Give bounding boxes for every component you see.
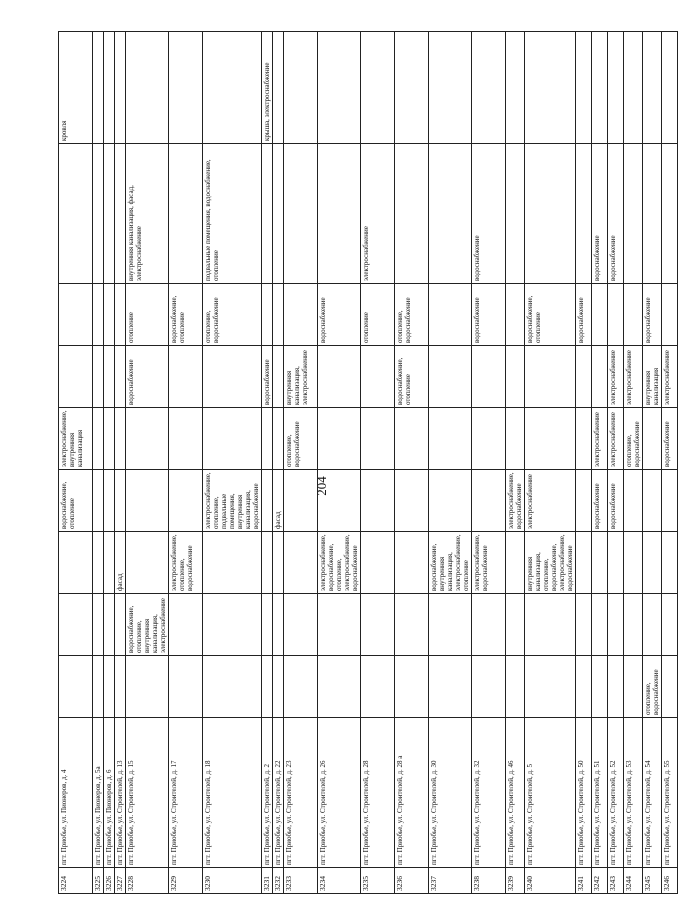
work-cell: электроснабжение (592, 408, 608, 470)
work-cell (624, 656, 643, 718)
work-cell (104, 594, 115, 656)
row-number-cell: 3230 (203, 868, 262, 894)
work-cell (576, 144, 592, 284)
work-cell (662, 32, 678, 144)
work-cell (592, 346, 608, 408)
work-cell: водоснабжение (608, 470, 624, 532)
work-cell (126, 532, 169, 594)
work-cell (284, 656, 318, 718)
address-cell: пгт. Приобье, ул. Строителей, д. 2 (262, 718, 273, 868)
work-cell: крыша, электроснабжение (262, 32, 273, 144)
work-cell (643, 594, 662, 656)
work-cell (203, 346, 262, 408)
work-cell (93, 656, 104, 718)
work-cell (429, 470, 472, 532)
work-cell (318, 408, 361, 470)
work-cell (284, 32, 318, 144)
table-row (592, 32, 608, 894)
work-cell: водоснабжение, отопление (59, 470, 93, 532)
row-number-cell: 3237 (429, 868, 472, 894)
work-cell (318, 144, 361, 284)
work-cell (169, 32, 203, 144)
work-cell (576, 470, 592, 532)
work-cell (662, 284, 678, 346)
work-cell (115, 408, 126, 470)
work-cell (506, 656, 525, 718)
work-cell (395, 656, 429, 718)
address-cell: пгт. Приобье, ул. Строителей, д. 32 (472, 718, 506, 868)
row-number-cell: 3246 (662, 868, 678, 894)
work-cell (262, 144, 273, 284)
work-cell: отопление, водоснабжение (624, 408, 643, 470)
work-cell (472, 346, 506, 408)
work-cell (643, 144, 662, 284)
table-row (126, 32, 169, 894)
work-cell (104, 532, 115, 594)
work-cell (104, 656, 115, 718)
address-cell: пгт. Приобье, ул. Строителей, д. 5 (525, 718, 576, 868)
row-number-cell: 3239 (506, 868, 525, 894)
work-cell (59, 346, 93, 408)
work-cell: электроснабжение (525, 470, 576, 532)
work-cell (429, 284, 472, 346)
page-number: 204 (313, 476, 329, 496)
work-cell (662, 656, 678, 718)
work-cell (262, 656, 273, 718)
work-cell (608, 656, 624, 718)
work-cell: водоснабжение (608, 144, 624, 284)
work-cell (624, 284, 643, 346)
work-cell (395, 470, 429, 532)
work-cell (506, 408, 525, 470)
work-cell: водоснабжение, отопление, внутренняя канализация, электроснабжение (126, 594, 169, 656)
work-cell (115, 32, 126, 144)
table-row (59, 32, 93, 894)
work-cell: электроснабжение (624, 346, 643, 408)
table-row (318, 32, 361, 894)
work-cell (262, 408, 273, 470)
address-cell: пгт. Приобье, ул. Строителей, д. 15 (126, 718, 169, 868)
work-cell (592, 32, 608, 144)
work-cell (59, 284, 93, 346)
work-cell (318, 656, 361, 718)
work-cell (273, 32, 284, 144)
work-cell: водоснабжение, отопление (525, 284, 576, 346)
work-cell (93, 470, 104, 532)
row-number-cell: 3232 (273, 868, 284, 894)
work-cell (608, 284, 624, 346)
work-cell (273, 144, 284, 284)
work-cell: электроснабжение (608, 346, 624, 408)
work-cell (93, 32, 104, 144)
work-cell (273, 408, 284, 470)
row-number-cell: 3227 (115, 868, 126, 894)
table-row (576, 32, 592, 894)
work-cell (262, 470, 273, 532)
work-cell (104, 408, 115, 470)
work-cell (608, 32, 624, 144)
table-row (273, 32, 284, 894)
work-cell (395, 32, 429, 144)
work-cell (576, 656, 592, 718)
work-cell (169, 656, 203, 718)
row-number-cell: 3238 (472, 868, 506, 894)
work-cell (104, 470, 115, 532)
work-cell (262, 594, 273, 656)
address-cell: пгт. Приобье, ул. Пионеров, д. 4 (59, 718, 93, 868)
work-cell (59, 594, 93, 656)
table-body (59, 32, 678, 894)
work-cell (643, 408, 662, 470)
row-number-cell: 3236 (395, 868, 429, 894)
table-row (169, 32, 203, 894)
work-cell (361, 408, 395, 470)
row-number-cell: 3231 (262, 868, 273, 894)
work-cell: водоснабжение (472, 144, 506, 284)
work-cell (284, 470, 318, 532)
work-cell (169, 594, 203, 656)
work-cell (104, 346, 115, 408)
work-cell (203, 656, 262, 718)
work-cell: водоснабжение (643, 284, 662, 346)
work-cell (525, 144, 576, 284)
address-cell: пгт. Приобье, ул. Строителей, д. 30 (429, 718, 472, 868)
work-cell (284, 144, 318, 284)
work-cell (115, 656, 126, 718)
work-cell (472, 408, 506, 470)
work-cell (115, 346, 126, 408)
work-cell (93, 346, 104, 408)
work-cell (273, 284, 284, 346)
address-cell: пгт. Приобье, ул. Пионеров, д. 5а (93, 718, 104, 868)
table-row (472, 32, 506, 894)
work-cell: водоснабжение (592, 470, 608, 532)
work-cell (525, 656, 576, 718)
work-cell (624, 144, 643, 284)
rotated-table-container (58, 32, 671, 894)
work-cell (395, 532, 429, 594)
work-cell (115, 284, 126, 346)
table-row (203, 32, 262, 894)
work-cell (662, 144, 678, 284)
table-row (104, 32, 115, 894)
address-cell: пгт. Приобье, ул. Строителей, д. 55 (662, 718, 678, 868)
work-cell (525, 32, 576, 144)
work-cell (59, 532, 93, 594)
work-cell (662, 594, 678, 656)
work-cell (284, 284, 318, 346)
work-cell (429, 408, 472, 470)
table-row (506, 32, 525, 894)
work-cell (643, 532, 662, 594)
work-cell: электроснабжение (608, 408, 624, 470)
work-cell (318, 594, 361, 656)
work-cell (608, 532, 624, 594)
work-cell (429, 656, 472, 718)
work-cell (203, 532, 262, 594)
work-cell: отопление, водоснабжение (643, 656, 662, 718)
row-number-cell: 3224 (59, 868, 93, 894)
work-cell (472, 594, 506, 656)
work-cell (429, 346, 472, 408)
address-cell: пгт. Приобье, ул. Строителей, д. 53 (624, 718, 643, 868)
work-cell (506, 144, 525, 284)
work-cell (93, 144, 104, 284)
work-cell (576, 346, 592, 408)
work-cell: отопление (361, 284, 395, 346)
work-cell (506, 32, 525, 144)
work-cell: отопление, водоснабжение (203, 284, 262, 346)
work-cell (361, 32, 395, 144)
work-cell: внутренняя канализация, фасад, электроснабжение (126, 144, 169, 284)
work-cell (643, 470, 662, 532)
work-cell: фасад (273, 470, 284, 532)
row-number-cell: 3228 (126, 868, 169, 894)
work-cell (126, 32, 169, 144)
work-cell (361, 594, 395, 656)
row-number-cell: 3226 (104, 868, 115, 894)
work-cell (318, 470, 361, 532)
address-cell: пгт. Приобье, ул. Строителей, д. 28 (361, 718, 395, 868)
work-cell (361, 346, 395, 408)
address-cell: пгт. Приобье, ул. Строителей, д. 28 а (395, 718, 429, 868)
address-cell: пгт. Приобье, ул. Строителей, д. 50 (576, 718, 592, 868)
address-cell: пгт. Приобье, ул. Строителей, д. 17 (169, 718, 203, 868)
work-cell (115, 144, 126, 284)
work-cell (104, 284, 115, 346)
address-cell: пгт. Приобье, ул. Строителей, д. 13 (115, 718, 126, 868)
work-cell (115, 470, 126, 532)
work-cell (624, 532, 643, 594)
work-cell: водоснабжение (126, 346, 169, 408)
work-cell (104, 144, 115, 284)
work-cell: водоснабжение (662, 408, 678, 470)
work-cell (576, 594, 592, 656)
address-cell: пгт. Приобье, ул. Строителей, д. 54 (643, 718, 662, 868)
work-cell: электроснабжение, водоснабжение, отопление, электроснабжение, водоснабжение (318, 532, 361, 594)
work-cell (576, 408, 592, 470)
work-cell: электроснабжение, отопление, водоснабжение (169, 532, 203, 594)
work-cell (662, 532, 678, 594)
work-cell (662, 470, 678, 532)
work-cell: водоснабжение (318, 284, 361, 346)
row-number-cell: 3243 (608, 868, 624, 894)
work-cell (506, 532, 525, 594)
work-cell (472, 32, 506, 144)
work-cell (284, 594, 318, 656)
work-cell (93, 284, 104, 346)
row-number-cell: 3240 (525, 868, 576, 894)
row-number-cell: 3244 (624, 868, 643, 894)
address-cell: пгт. Приобье, ул. Строителей, д. 46 (506, 718, 525, 868)
work-cell (169, 144, 203, 284)
work-cell (59, 144, 93, 284)
address-cell: пгт. Приобье, ул. Строителей, д. 26 (318, 718, 361, 868)
table-row (429, 32, 472, 894)
work-cell (525, 594, 576, 656)
table-row (624, 32, 643, 894)
work-cell: водоснабжение (576, 284, 592, 346)
work-cell (93, 532, 104, 594)
work-cell: электроснабжение, внутренняя канализация (59, 408, 93, 470)
work-cell (262, 284, 273, 346)
table-row (643, 32, 662, 894)
work-cell: внутренняя канализация (643, 346, 662, 408)
work-cell (273, 594, 284, 656)
work-cell (284, 532, 318, 594)
work-cell: фасад (115, 532, 126, 594)
work-cell (318, 32, 361, 144)
repair-schedule-table (58, 31, 678, 894)
work-cell (395, 594, 429, 656)
table-row (662, 32, 678, 894)
work-cell: электроснабжение, водоснабжение (506, 470, 525, 532)
work-cell (592, 532, 608, 594)
address-cell: пгт. Приобье, ул. Строителей, д. 52 (608, 718, 624, 868)
work-cell (576, 532, 592, 594)
work-cell (624, 470, 643, 532)
table-row (93, 32, 104, 894)
address-cell: пгт. Приобье, ул. Строителей, д. 22 (273, 718, 284, 868)
work-cell (624, 32, 643, 144)
row-number-cell: 3235 (361, 868, 395, 894)
work-cell: водоснабжение, отопление (169, 284, 203, 346)
work-cell: отопление, водоснабжение (395, 284, 429, 346)
work-cell (273, 346, 284, 408)
work-cell (506, 284, 525, 346)
row-number-cell: 3229 (169, 868, 203, 894)
row-number-cell: 3241 (576, 868, 592, 894)
work-cell (624, 594, 643, 656)
row-number-cell: 3225 (93, 868, 104, 894)
work-cell (472, 656, 506, 718)
work-cell (361, 470, 395, 532)
work-cell (506, 594, 525, 656)
table-row (395, 32, 429, 894)
work-cell (506, 346, 525, 408)
row-number-cell: 3245 (643, 868, 662, 894)
work-cell: водоснабжение (592, 144, 608, 284)
address-cell: пгт. Приобье, ул. Строителей, д. 23 (284, 718, 318, 868)
work-cell (429, 594, 472, 656)
work-cell (126, 656, 169, 718)
row-number-cell: 3234 (318, 868, 361, 894)
work-cell (262, 532, 273, 594)
work-cell: электроснабжение (662, 346, 678, 408)
table-row (284, 32, 318, 894)
work-cell: водоснабжение (472, 284, 506, 346)
address-cell: пгт. Приобье, ул. Пионеров, д. 6 (104, 718, 115, 868)
table-row (525, 32, 576, 894)
work-cell: кровля (59, 32, 93, 144)
work-cell (169, 408, 203, 470)
work-cell (592, 656, 608, 718)
work-cell: водоснабжение, отопление (395, 346, 429, 408)
work-cell (608, 594, 624, 656)
work-cell (273, 532, 284, 594)
work-cell (429, 144, 472, 284)
work-cell (203, 594, 262, 656)
work-cell: водоснабжение (262, 346, 273, 408)
work-cell (203, 32, 262, 144)
work-cell: внутренняя канализация, электроснабжение (284, 346, 318, 408)
work-cell (115, 594, 126, 656)
work-cell (361, 656, 395, 718)
work-cell: электроснабжение (361, 144, 395, 284)
work-cell (273, 656, 284, 718)
work-cell: электроснабжение, водоснабжение (472, 532, 506, 594)
work-cell (592, 284, 608, 346)
table-row (262, 32, 273, 894)
address-cell: пгт. Приобье, ул. Строителей, д. 51 (592, 718, 608, 868)
work-cell (93, 594, 104, 656)
work-cell (429, 32, 472, 144)
work-cell (395, 144, 429, 284)
work-cell (93, 408, 104, 470)
work-cell (643, 32, 662, 144)
work-cell (126, 470, 169, 532)
work-cell (203, 408, 262, 470)
work-cell (169, 470, 203, 532)
work-cell (525, 408, 576, 470)
work-cell: электроснабжение, отопление, подвальные помещения, внутренняя канализация, водоснабжение (203, 470, 262, 532)
work-cell: отопление, водоснабжение (284, 408, 318, 470)
table-rotation (58, 32, 671, 894)
work-cell (126, 408, 169, 470)
work-cell: подвальные помещения, водоснабжение, отопление (203, 144, 262, 284)
row-number-cell: 3242 (592, 868, 608, 894)
row-number-cell: 3233 (284, 868, 318, 894)
work-cell (472, 470, 506, 532)
work-cell: внутренняя канализация, отопление, водоснабжение, электроснабжение, водоснабжение (525, 532, 576, 594)
address-cell: пгт. Приобье, ул. Строителей, д. 18 (203, 718, 262, 868)
work-cell (525, 346, 576, 408)
work-cell: отопление (126, 284, 169, 346)
work-cell (59, 656, 93, 718)
table-row (115, 32, 126, 894)
work-cell (592, 594, 608, 656)
work-cell: водоснабжение, внутренняя канализация, электроснабжение, отопление (429, 532, 472, 594)
table-row (361, 32, 395, 894)
work-cell (576, 32, 592, 144)
work-cell (395, 408, 429, 470)
table-row (608, 32, 624, 894)
work-cell (318, 346, 361, 408)
work-cell (104, 32, 115, 144)
work-cell (169, 346, 203, 408)
work-cell (361, 532, 395, 594)
